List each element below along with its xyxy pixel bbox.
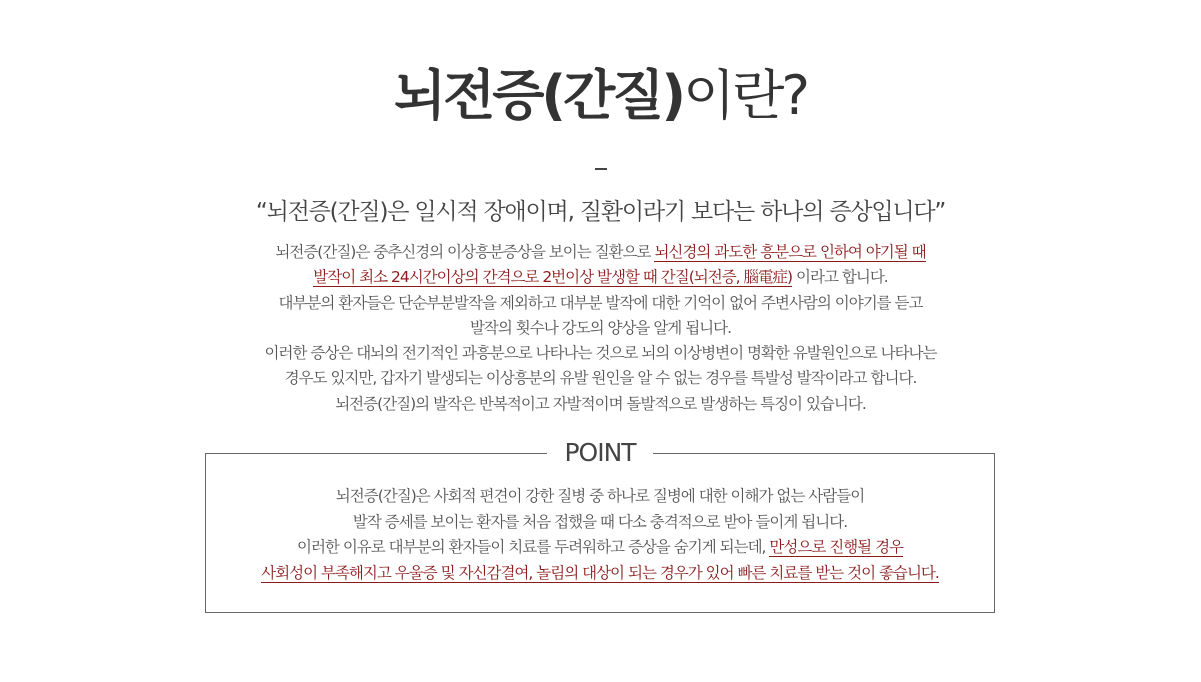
point-label: POINT (547, 438, 653, 468)
point-line (206, 535, 994, 561)
intro-line: 대부분의 환자들은 단순부분발작을 제외하고 대부분 발작에 대한 기억이 없어 주변사람의 이야기를 듣고 (278, 293, 923, 312)
page-title-light: 이란? (683, 64, 808, 127)
point-line (206, 561, 994, 587)
point-box (205, 438, 995, 613)
intro-paragraph (150, 240, 1051, 417)
page-title-bold: 뇌전증(간질) (393, 64, 684, 127)
intro-line: 경우도 있지만, 갑자기 발생되는 이상흥분의 유발 원인을 알 수 없는 경우를 특발성 발작이라고 합니다. (284, 369, 917, 388)
page-title (0, 58, 1201, 134)
point-highlight: 만성으로 진행될 경우 (769, 538, 904, 556)
intro-line (150, 240, 1051, 265)
intro-highlight: 뇌신경의 과도한 흥분으로 인하여 야기될 때 (654, 243, 926, 261)
point-highlight: 사회성이 부족해지고 우울증 및 자신감결여, 놀림의 대상이 되는 경우가 있어 빠른 치료를 받는 것이 좋습니다. (261, 563, 939, 582)
intro-line: 이러한 증상은 대뇌의 전기적인 과흥분으로 나타나는 것으로 뇌의 이상병변이 명확한 유발원인으로 나타나는 (264, 344, 937, 363)
intro-highlight: 발작이 최소 24시간이상의 간격으로 2번이상 발생할 때 간질(뇌전증, 腦電症) (313, 268, 793, 287)
point-line: 뇌전증(간질)은 사회적 편견이 강한 질병 중 하나로 질병에 대한 이해가 없는 사람들이 (335, 487, 865, 505)
quote-heading: “뇌전증(간질)은 일시적 장애이며, 질환이라기 보다는 하나의 증상입니다” (255, 199, 946, 225)
point-body (206, 484, 994, 586)
point-line: 발작 증세를 보이는 환자를 처음 접했을 때 다소 충격적으로 받아 들이게 됩니다. (352, 512, 848, 531)
intro-line: 발작의 횟수나 강도의 양상을 알게 됩니다. (469, 318, 732, 337)
intro-line: 뇌전증(간질)의 발작은 반복적이고 자발적이며 돌발적으로 발생하는 특징이 있습니다. (335, 394, 866, 413)
title-divider (595, 168, 607, 170)
point-text: 이러한 이유로 대부분의 환자들이 치료를 두려워하고 증상을 숨기게 되는데, (296, 538, 770, 556)
intro-line (150, 265, 1051, 290)
intro-text: 이라고 합니다. (792, 268, 888, 287)
intro-text: 뇌전증(간질)은 중추신경의 이상흥분증상을 보이는 질환으로 (275, 243, 655, 261)
